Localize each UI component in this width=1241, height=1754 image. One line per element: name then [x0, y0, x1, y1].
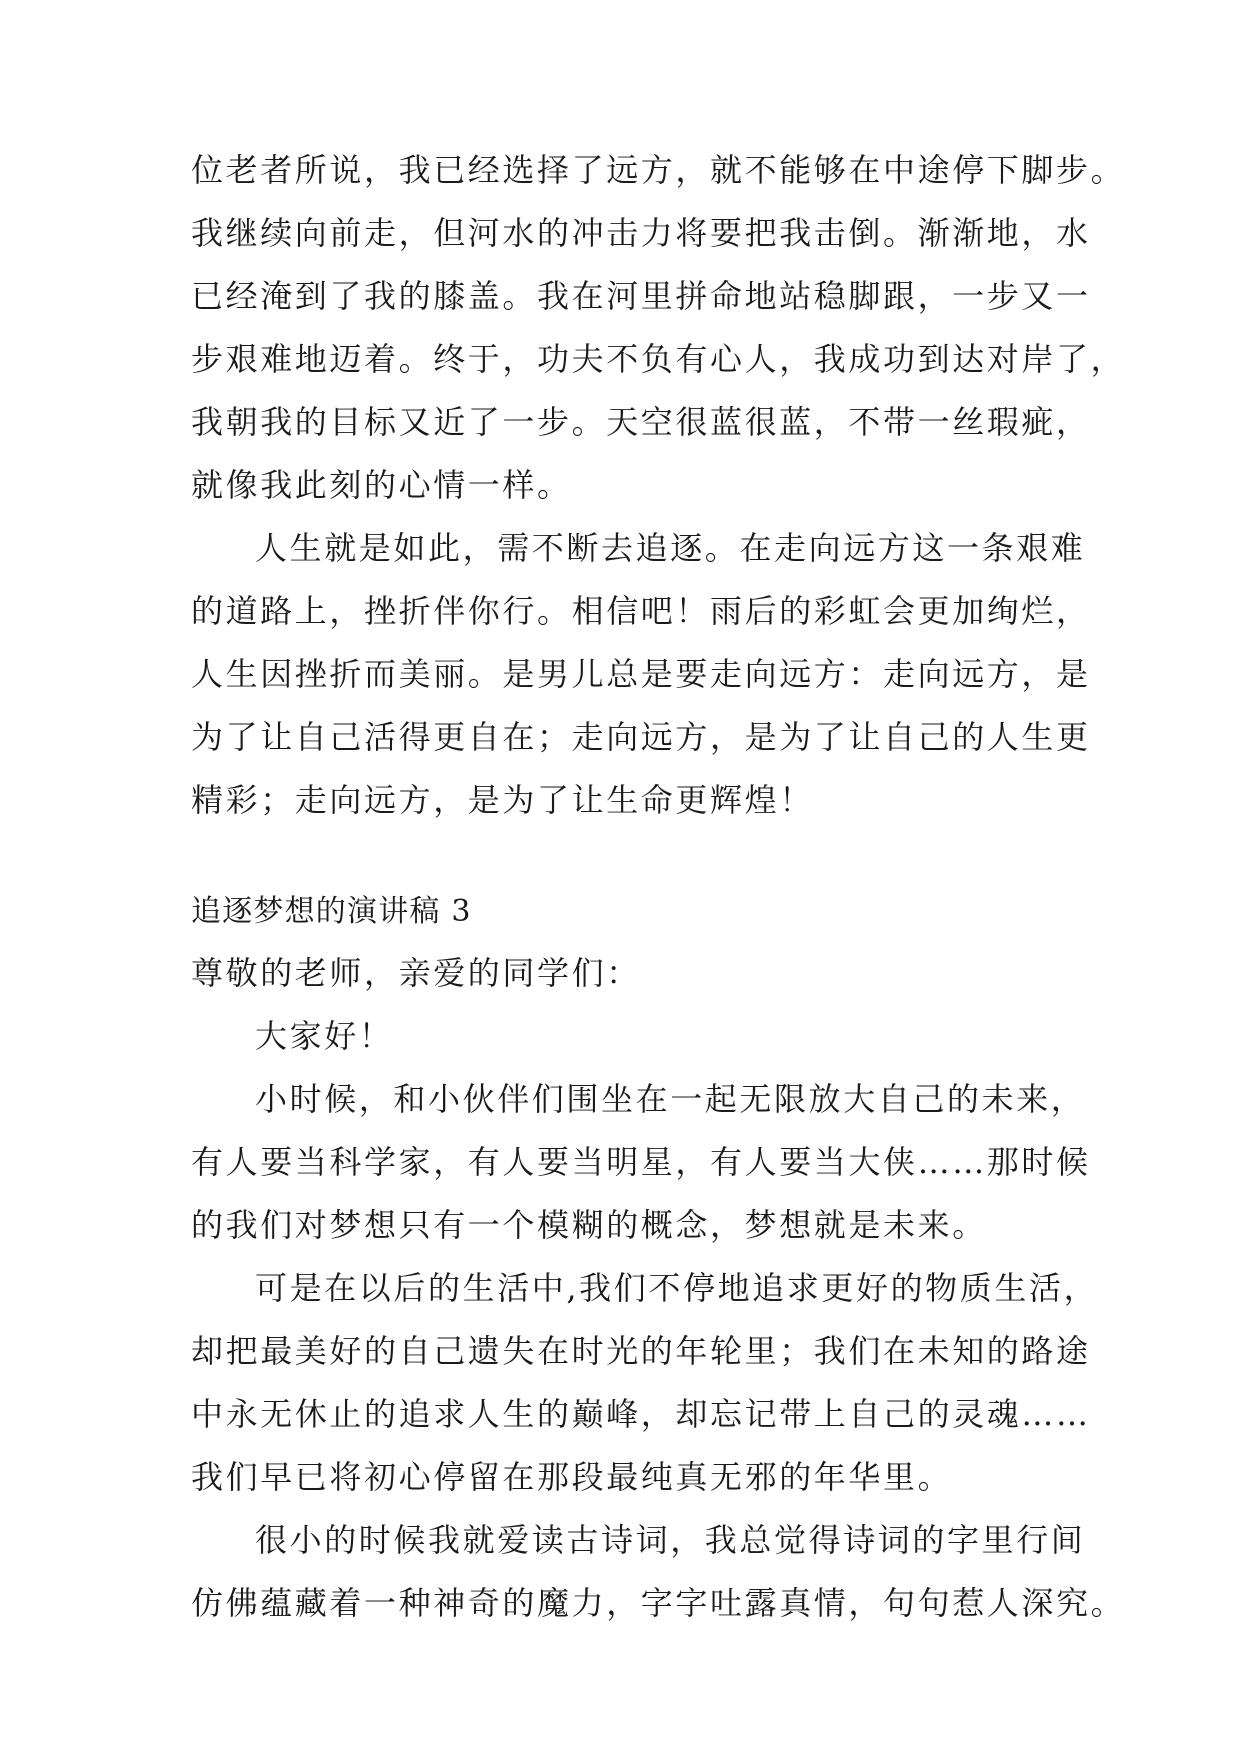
text-line: 我们早已将初心停留在那段最纯真无邪的年华里。	[191, 1458, 953, 1496]
text-line: 步艰难地迈着。终于，功夫不负有心人，我成功到达对岸了，	[191, 340, 1126, 378]
section-title: 追逐梦想的演讲稿 3	[191, 894, 472, 929]
text-line: 有人要当科学家，有人要当明星，有人要当大侠……那时候	[191, 1143, 1091, 1181]
text-line: 人生就是如此，需不断去追逐。在走向远方这一条艰难	[255, 529, 1086, 567]
text-line: 却把最美好的自己遗失在时光的年轮里；我们在未知的路途	[191, 1332, 1091, 1370]
greeting: 大家好！	[255, 1017, 394, 1055]
text-line: 精彩；走向远方，是为了让生命更辉煌！	[191, 781, 814, 819]
text-line: 我继续向前走，但河水的冲击力将要把我击倒。渐渐地，水	[191, 214, 1091, 252]
text-line: 为了让自己活得更自在；走向远方，是为了让自己的人生更	[191, 718, 1091, 756]
text-line: 已经淹到了我的膝盖。我在河里拼命地站稳脚跟，一步又一	[191, 277, 1091, 315]
text-line: 小时候，和小伙伴们围坐在一起无限放大自己的未来，	[255, 1080, 1086, 1118]
salutation: 尊敬的老师，亲爱的同学们：	[191, 954, 641, 992]
text-line: 我朝我的目标又近了一步。天空很蓝很蓝，不带一丝瑕疵，	[191, 403, 1091, 441]
text-line: 仿佛蕴藏着一种神奇的魔力，字字吐露真情，句句惹人深究。	[191, 1584, 1126, 1622]
text-line: 可是在以后的生活中,我们不停地追求更好的物质生活，	[255, 1269, 1099, 1307]
text-line: 的我们对梦想只有一个模糊的概念，梦想就是未来。	[191, 1206, 987, 1244]
text-line: 很小的时候我就爱读古诗词，我总觉得诗词的字里行间	[255, 1521, 1086, 1559]
text-line: 位老者所说，我已经选择了远方，就不能够在中途停下脚步。	[191, 151, 1126, 189]
text-line: 中永无休止的追求人生的巅峰，却忘记带上自己的灵魂……	[191, 1395, 1091, 1433]
text-line: 的道路上，挫折伴你行。相信吧！雨后的彩虹会更加绚烂，	[191, 592, 1091, 630]
text-line: 就像我此刻的心情一样。	[191, 466, 572, 504]
text-line: 人生因挫折而美丽。是男儿总是要走向远方：走向远方，是	[191, 655, 1091, 693]
